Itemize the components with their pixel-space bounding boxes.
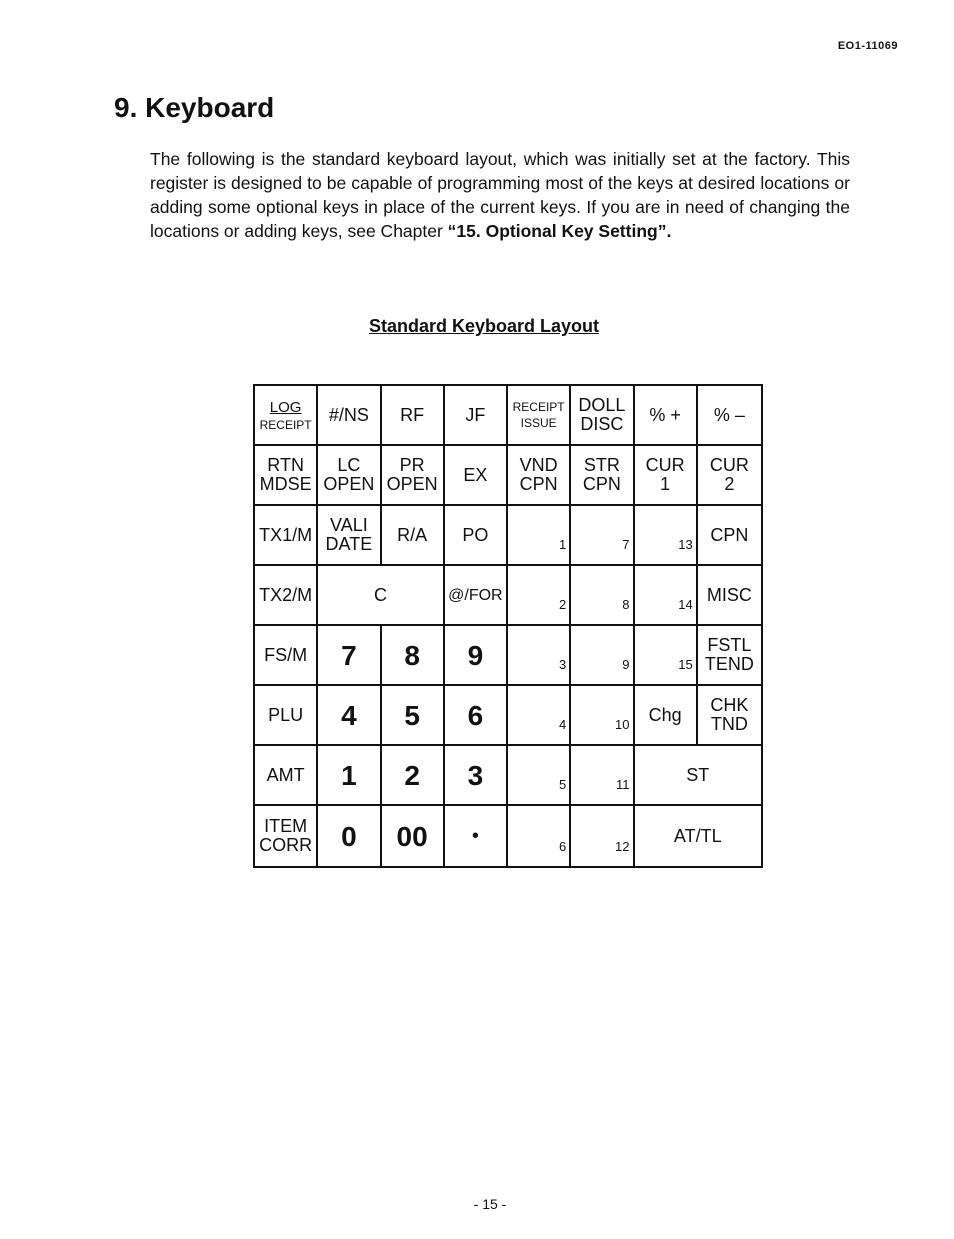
dept-key-number: 14 [678, 597, 693, 612]
key-label-bottom: OPEN [386, 474, 438, 494]
dept-key-number: 7 [622, 537, 630, 552]
dept-key-number: 2 [559, 597, 567, 612]
dept-key-11 [571, 746, 634, 806]
keyboard-layout-grid [253, 384, 763, 868]
dept-key-9 [571, 626, 634, 686]
key-label-bottom: TEND [704, 654, 754, 674]
dept-key-number: 3 [559, 657, 567, 672]
dept-key-12 [571, 806, 634, 866]
key-fstl-tend [698, 626, 761, 686]
dept-key-number: 11 [616, 777, 630, 792]
intro-paragraph [150, 147, 850, 243]
dept-key-13 [635, 506, 698, 566]
key-percent-minus: % – [698, 386, 761, 446]
intro-text: The following is the standard keyboard layout, which was initially set at the factory. This register is designed to be capable of programming most of the keys at desired locations or adding some optional keys in place of the current keys. If you are in need of changing the locations or adding keys, see Chapter [150, 149, 850, 241]
key-label-bottom: CPN [582, 474, 621, 494]
key-pr-open [382, 446, 445, 506]
dept-key-number: 1 [559, 537, 567, 552]
section-title: 9. Keyboard [114, 92, 275, 123]
key-digit-1: 1 [318, 746, 381, 806]
key-label-bottom: CPN [519, 474, 558, 494]
key-label-top: CHK [710, 695, 749, 715]
key-jf: JF [445, 386, 508, 446]
key-label-bottom: 2 [724, 474, 735, 494]
key-digit-3: 3 [445, 746, 508, 806]
key-digit-8: 8 [382, 626, 445, 686]
key-label-top: FSTL [707, 635, 752, 655]
key-ex: EX [445, 446, 508, 506]
dept-key-2 [508, 566, 571, 626]
key-label-top: VALI [330, 515, 368, 535]
key-digit-5: 5 [382, 686, 445, 746]
key-at-tl: AT/TL [673, 825, 722, 846]
key-at-for: @/FOR [445, 566, 508, 626]
dept-key-15 [635, 626, 698, 686]
key-vnd-cpn [508, 446, 571, 506]
key-label-bottom: CORR [259, 835, 313, 855]
key-vali-date [318, 506, 381, 566]
key-ns: #/NS [318, 386, 381, 446]
dept-key-10 [571, 686, 634, 746]
dept-key-6 [508, 806, 571, 866]
key-digit-0: 0 [318, 806, 381, 866]
key-label-bottom: ISSUE [520, 416, 557, 430]
key-label-top: CUR [645, 455, 685, 475]
key-label-bottom: OPEN [323, 474, 375, 494]
key-cur-2 [698, 446, 761, 506]
key-decimal-point: • [445, 806, 508, 866]
key-label-bottom: TND [710, 714, 748, 734]
key-label-bottom: DATE [325, 534, 373, 554]
key-label-top: PR [399, 455, 425, 475]
dept-key-3 [508, 626, 571, 686]
document-number: EO1-11069 [837, 40, 898, 52]
dept-key-number: 9 [622, 657, 630, 672]
keyboard-layout-caption: Standard Keyboard Layout [368, 316, 600, 336]
dept-key-number: 6 [559, 839, 567, 854]
key-label-top: LC [337, 455, 361, 475]
key-clear: C [318, 566, 445, 626]
key-digit-6: 6 [445, 686, 508, 746]
dept-key-14 [635, 566, 698, 626]
dept-key-8 [571, 566, 634, 626]
dept-key-7 [571, 506, 634, 566]
dept-key-number: 5 [559, 777, 567, 792]
dept-key-number: 4 [559, 717, 567, 732]
key-digit-2: 2 [382, 746, 445, 806]
key-doll-disc [571, 386, 634, 446]
key-misc: MISC [698, 566, 761, 626]
key-label-top: STR [583, 455, 620, 475]
key-digit-7: 7 [318, 626, 381, 686]
page-number: - 15 - [473, 1196, 507, 1212]
dept-key-5 [508, 746, 571, 806]
key-amt: AMT [255, 746, 318, 806]
key-label-bottom: 1 [660, 474, 671, 494]
dept-key-number: 13 [678, 537, 693, 552]
key-log-receipt [255, 386, 318, 446]
dept-key-number: 15 [678, 657, 693, 672]
dept-key-1 [508, 506, 571, 566]
key-tx1m: TX1/M [255, 506, 318, 566]
key-label-top: LOG [269, 398, 302, 416]
key-label-bottom: RECEIPT [259, 417, 312, 432]
dept-key-number: 8 [622, 597, 630, 612]
key-chg: Chg [635, 686, 698, 746]
key-label-top: CUR [709, 455, 749, 475]
key-subtotal: ST [635, 746, 762, 806]
chapter-reference: “15. Optional Key Setting”. [447, 221, 672, 241]
key-cpn: CPN [698, 506, 761, 566]
key-label-top: RTN [267, 455, 304, 475]
key-po: PO [445, 506, 508, 566]
key-digit-4: 4 [318, 686, 381, 746]
key-rtn-mdse [255, 446, 318, 506]
key-cur-1 [635, 446, 698, 506]
key-chk-tnd [698, 686, 761, 746]
key-label-top: ITEM [264, 816, 308, 836]
key-plu: PLU [255, 686, 318, 746]
key-label-bottom: DISC [580, 414, 624, 434]
key-ra: R/A [382, 506, 445, 566]
key-lc-open [318, 446, 381, 506]
dept-key-number: 10 [615, 717, 630, 732]
dept-key-4 [508, 686, 571, 746]
key-str-cpn [571, 446, 634, 506]
key-digit-9: 9 [445, 626, 508, 686]
key-label-top: DOLL [578, 395, 626, 415]
key-tx2m: TX2/M [255, 566, 318, 626]
key-label-top: VND [519, 455, 558, 475]
key-percent-plus: % + [635, 386, 698, 446]
key-digit-00: 00 [382, 806, 445, 866]
key-label-bottom: MDSE [259, 474, 312, 494]
key-label-top: RECEIPT [512, 400, 565, 414]
key-rf: RF [382, 386, 445, 446]
dept-key-number: 12 [615, 839, 630, 854]
key-receipt-issue [508, 386, 571, 446]
key-item-corr [255, 806, 318, 866]
key-fsm: FS/M [255, 626, 318, 686]
